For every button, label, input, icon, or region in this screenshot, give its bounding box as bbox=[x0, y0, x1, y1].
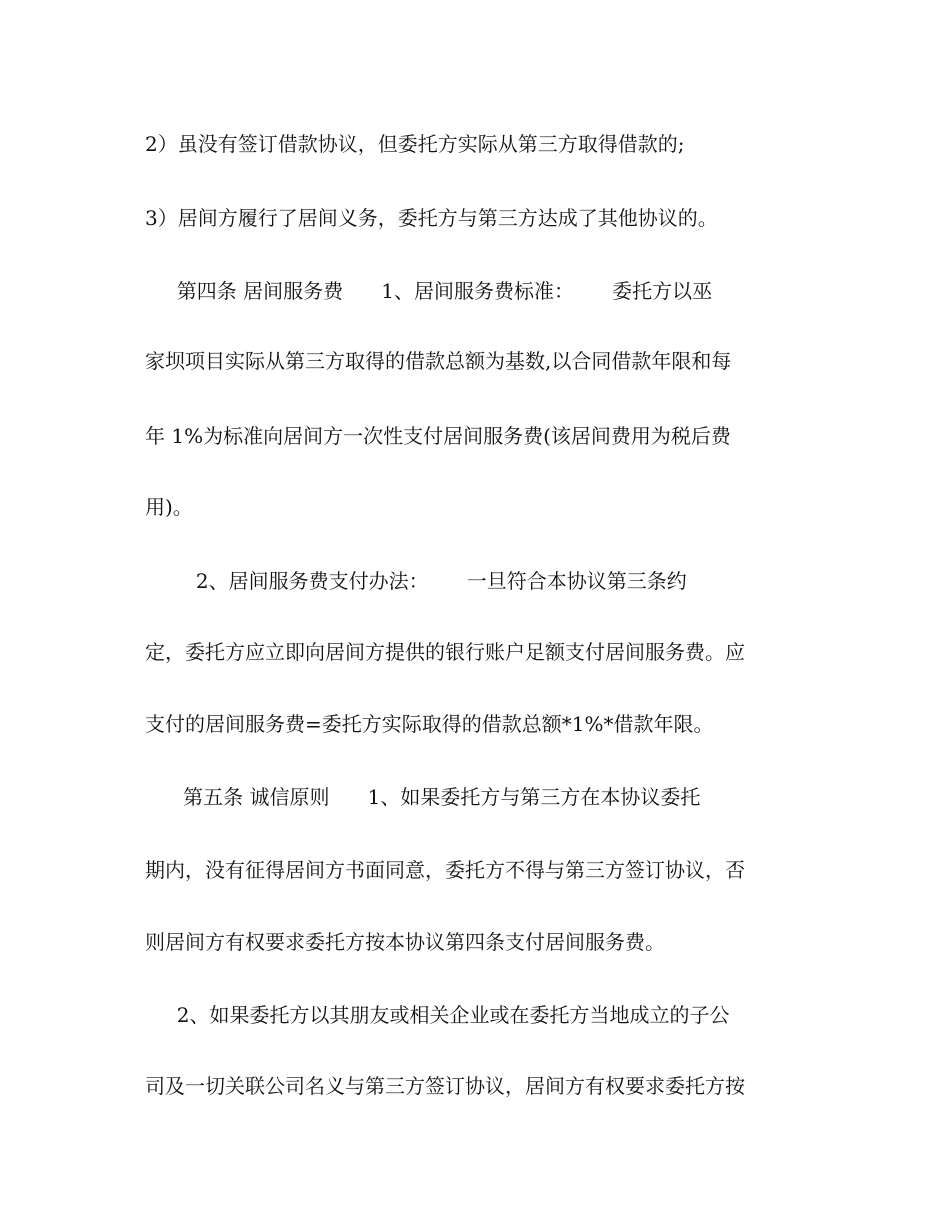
text-line: 司及一切关联公司名义与第三方签订协议，居间方有权要求委托方按 bbox=[145, 1074, 745, 1098]
text-line: 家坝项目实际从第三方取得的借款总额为基数,以合同借款年限和每 bbox=[145, 349, 732, 373]
text-line: 则居间方有权要求委托方按本协议第四条支付居间服务费。 bbox=[145, 930, 665, 954]
text-line: 支付的居间服务费=委托方实际取得的借款总额*1%*借款年限。 bbox=[145, 712, 714, 736]
text-line: 第四条 居间服务费 1、居间服务费标准： 委托方以巫 bbox=[145, 279, 713, 303]
text-line: 2）虽没有签订借款协议，但委托方实际从第三方取得借款的; bbox=[145, 132, 685, 156]
text-line: 用)。 bbox=[145, 495, 193, 519]
text-line: 3）居间方履行了居间义务，委托方与第三方达成了其他协议的。 bbox=[145, 206, 718, 230]
text-line: 2、居间服务费支付办法： 一旦符合本协议第三条约 bbox=[145, 569, 687, 593]
text-line: 2、如果委托方以其朋友或相关企业或在委托方当地成立的子公 bbox=[145, 1003, 730, 1027]
text-line: 第五条 诚信原则 1、如果委托方与第三方在本协议委托 bbox=[145, 785, 701, 809]
text-line: 年 1%为标准向居间方一次性支付居间服务费(该居间费用为税后费 bbox=[145, 424, 731, 448]
text-line: 定，委托方应立即向居间方提供的银行账户足额支付居间服务费。应 bbox=[145, 640, 745, 664]
text-line: 期内，没有征得居间方书面同意，委托方不得与第三方签订协议，否 bbox=[145, 858, 745, 882]
